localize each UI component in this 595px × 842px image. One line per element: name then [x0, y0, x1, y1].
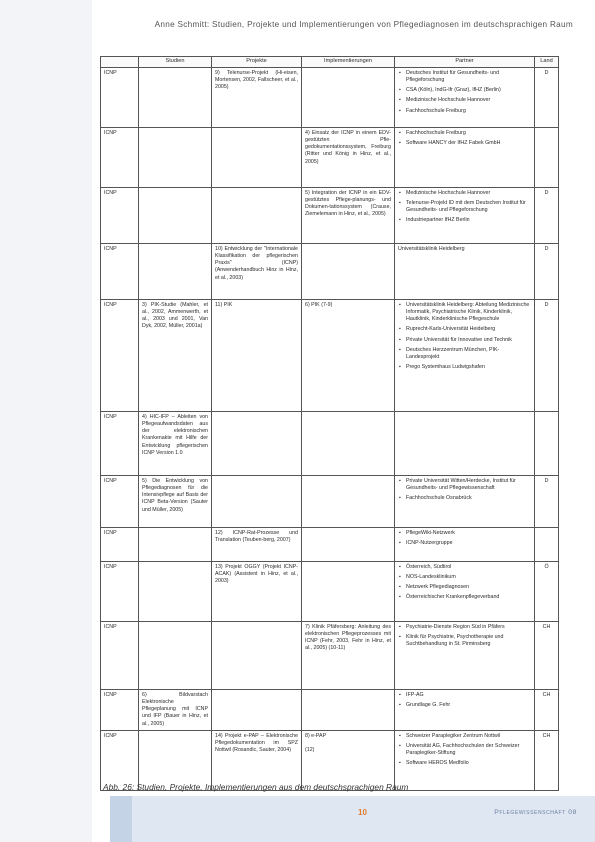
projekte-cell — [212, 188, 302, 244]
partner-item: ▪ Private Universität Witten/Herdecke, Institut für Gesundheits- und Pflegewissenschaft — [406, 478, 531, 492]
partner-item: ▪ Software HEROS Medfolio — [406, 760, 531, 767]
column-header-studien: Studien — [139, 57, 212, 68]
partner-item: ▪ Schweizer Paraplegiker Zentrum Nottwil — [406, 733, 531, 740]
implementierungen-cell: 7) Klinik Pfäfersberg: Anleitung des elektronischen Pflegeprozesses mit ICNP (Fehr, 2003, Fehr in Hinz, et al., 2005) (10-11) — [302, 622, 395, 690]
projekte-cell — [212, 128, 302, 188]
partner-list — [398, 302, 531, 371]
row-category-cell: ICNP — [101, 562, 139, 622]
column-header-land: Land — [535, 57, 559, 68]
partner-item: ▪ CSA (Köln), IndG-lfr (Graz), IfHZ (Berlin) — [406, 87, 531, 94]
partner-item: ▪ Medizinische Hochschule Hannover — [406, 97, 531, 104]
table-row — [101, 528, 559, 562]
partner-list — [398, 624, 531, 648]
partner-item: ▪ Universitätsklinik Heidelberg: Abteilung Medizinische Informatik, Psychiatrische Klinik, Kinderklinik, Hautklinik, Kinderklinische Pflegeschule — [406, 302, 531, 323]
implementierungen-cell: 5) Integration der ICNP in ein EDV-gestütztes Pflege-planungs- und Dokumen-tationssystem (Crause, Ziemelemann in Hinz, et al., 2005) — [302, 188, 395, 244]
partner-cell — [395, 476, 535, 528]
table-body — [101, 68, 559, 791]
partner-item: ▪ Software HANCY der IfHZ Fabek GmbH — [406, 140, 531, 147]
land-cell — [535, 128, 559, 188]
table-row — [101, 476, 559, 528]
implementierungen-cell — [302, 476, 395, 528]
partner-cell — [395, 622, 535, 690]
implementierungen-cell — [302, 412, 395, 476]
row-category-cell: ICNP — [101, 188, 139, 244]
row-category-cell: ICNP — [101, 68, 139, 128]
implementierungen-cell: 8) e-PAP (12) — [302, 730, 395, 790]
table-header-row — [101, 57, 559, 68]
partner-item: ▪ Fachhochschule Freiburg — [406, 130, 531, 137]
partner-item: ▪ PflegeWiki-Netzwerk — [406, 530, 531, 537]
partner-list — [398, 692, 531, 709]
partner-item: ▪ Deutsches Herzzentrum München, PIK-Landesprojekt — [406, 347, 531, 361]
studien-cell — [139, 528, 212, 562]
table-row — [101, 622, 559, 690]
projekte-cell: 11) PIK — [212, 300, 302, 412]
row-category-cell: ICNP — [101, 528, 139, 562]
implementierungen-cell — [302, 528, 395, 562]
page-number: 10 — [358, 808, 367, 817]
studien-cell: 3) PIK-Studie (Mahler, et al., 2002, Ammenwerth, et al., 2003 und 2001, Van Dyk, 2002, Müller, 2001a) — [139, 300, 212, 412]
row-category-cell: ICNP — [101, 300, 139, 412]
table-row — [101, 562, 559, 622]
partner-item: ▪ Klinik für Psychiatrie, Psychotherapie und Suchtbehandlung in St. Pirminsberg — [406, 634, 531, 648]
land-cell: D — [535, 300, 559, 412]
table-row — [101, 244, 559, 300]
column-header-partner: Partner — [395, 57, 535, 68]
partner-item: ▪ Private Universität für Innovative und Technik — [406, 337, 531, 344]
partner-cell — [395, 528, 535, 562]
projekte-cell: 13) Projekt OGGY (Projekt ICNP-ACAK) (Assistent in Hinz, et al., 2003) — [212, 562, 302, 622]
left-margin-band — [0, 0, 92, 842]
partner-list — [398, 530, 531, 547]
land-cell: D — [535, 476, 559, 528]
partner-list — [398, 130, 531, 147]
partner-item: ▪ Ruprecht-Karls-Universität Heidelberg — [406, 326, 531, 333]
partner-cell — [395, 300, 535, 412]
studien-cell: 6) Bildvarstach Elektronische Pflegeplanung mit ICNP und IFP (Bauer in Hinz, et al., 2005) — [139, 690, 212, 731]
partner-cell — [395, 690, 535, 731]
partner-item: Universitätsklinik Heidelberg — [398, 246, 465, 252]
partner-item: ▪ Fachhochschule Osnabrück — [406, 495, 531, 502]
partner-item: ▪ Deutsches Institut für Gesundheits- und Pflegeforschung — [406, 70, 531, 84]
studien-cell: 4) HIC-IFP – Ableiten von Pflegeaufwandsdaten aus der elektronischen Krankenakte mit Hilfe der Entwicklung pflegerischen ICNP Version 1.0 — [139, 412, 212, 476]
partner-item: ▪ NOS-Landesklinikum — [406, 574, 531, 581]
partner-cell — [395, 244, 535, 300]
partner-item: ▪ Netzwerk Pflegediagnosen — [406, 584, 531, 591]
partner-cell — [395, 68, 535, 128]
partner-cell — [395, 128, 535, 188]
land-cell: D — [535, 244, 559, 300]
running-head: Anne Schmitt: Studien, Projekte und Implementierungen von Pflegediagnosen im deutschsprachigen Raum — [154, 20, 573, 29]
row-category-cell: ICNP — [101, 730, 139, 790]
row-category-cell: ICNP — [101, 128, 139, 188]
partner-cell — [395, 188, 535, 244]
partner-item: ▪ Psychiatrie-Dienste Region Süd in Pfäfers — [406, 624, 531, 631]
land-cell: CH — [535, 730, 559, 790]
partner-item: ▪ ICNP-Nutzergruppe — [406, 540, 531, 547]
partner-item: ▪ Fachhochschule Freiburg — [406, 108, 531, 115]
footer-accent-block — [110, 796, 132, 842]
table-row — [101, 300, 559, 412]
partner-list — [398, 478, 531, 502]
projekte-cell: 12) ICNP-Rat-Prozesse und Translation (Teuben-berg, 2007) — [212, 528, 302, 562]
row-category-cell: ICNP — [101, 476, 139, 528]
land-cell: D — [535, 68, 559, 128]
table-row — [101, 188, 559, 244]
overview-table-container — [100, 56, 558, 791]
studien-cell: 5) Die Entwicklung von Pflegediagnosen für die Intensivpflege auf Basis der ICNP Beta-Version (Sauter und Müller, 2005) — [139, 476, 212, 528]
land-cell: Ö — [535, 562, 559, 622]
studien-cell — [139, 68, 212, 128]
column-header-implementierungen: Implementierungen — [302, 57, 395, 68]
figure-caption: Abb. 26: Studien, Projekte, Implementierungen aus dem deutschsprachigen Raum — [103, 782, 409, 792]
studien-cell — [139, 622, 212, 690]
studien-cell — [139, 128, 212, 188]
implementierungen-cell — [302, 562, 395, 622]
studien-cell — [139, 244, 212, 300]
footer-band — [132, 796, 595, 842]
land-cell — [535, 528, 559, 562]
projekte-cell: 9) Telenurse-Projekt (Hi-eisen, Mortensen, 2002, Fallscheer, et al., 2005) — [212, 68, 302, 128]
partner-cell — [395, 562, 535, 622]
partner-item: ▪ Industriepartner IfHZ Berlin — [406, 217, 531, 224]
implementierungen-cell: 4) Einsatz der ICNP in einem EDV-gestützten Pfle-gedokumentationssystem, Freiburg (Ritter und König in Hinz, et al., 2005) — [302, 128, 395, 188]
partner-cell — [395, 730, 535, 790]
row-category-cell: ICNP — [101, 244, 139, 300]
partner-item: ▪ IFP-AG — [406, 692, 531, 699]
partner-cell — [395, 412, 535, 476]
partner-item: ▪ Universität AG, Fachhochschulen der Schweizer Paraplegiker-Stiftung — [406, 743, 531, 757]
projekte-cell — [212, 622, 302, 690]
partner-item: ▪ Österreich, Südtirol — [406, 564, 531, 571]
partner-item: ▪ Grundlage G. Fehr — [406, 702, 531, 709]
partner-item: ▪ Prego Systemhaus Ludwigshafen — [406, 364, 531, 371]
studien-cell — [139, 562, 212, 622]
land-cell: CH — [535, 690, 559, 731]
projekte-cell: 10) Entwicklung der "Internationale Klassifikation der pflegerischen Praxis" (ICNP) (Anwenderhandbuch Hinz in Hinz, et al., 2003) — [212, 244, 302, 300]
implementierungen-cell: 6) PIK (7-9) — [302, 300, 395, 412]
implementierungen-cell — [302, 244, 395, 300]
table-row — [101, 690, 559, 731]
row-category-cell: ICNP — [101, 690, 139, 731]
table-row — [101, 68, 559, 128]
column-header-category — [101, 57, 139, 68]
partner-item: ▪ Medizinische Hochschule Hannover — [406, 190, 531, 197]
projekte-cell: 14) Projekt e-PAP – Elektronische Pflegedokumentation im SPZ Nottwil (Rosandic, Sauter, 2004) — [212, 730, 302, 790]
row-category-cell: ICNP — [101, 622, 139, 690]
partner-item: ▪ Österreichischer Krankenpflegeverband — [406, 594, 531, 601]
partner-list — [398, 70, 531, 115]
implementierungen-cell — [302, 68, 395, 128]
land-cell: CH — [535, 622, 559, 690]
table-row — [101, 412, 559, 476]
partner-list — [398, 190, 531, 225]
studien-cell — [139, 188, 212, 244]
partner-list — [398, 564, 531, 602]
table-row — [101, 128, 559, 188]
land-cell: D — [535, 188, 559, 244]
footer-brand: Pflegewissenschaft 08 — [494, 809, 577, 816]
partner-item: ▪ Telenurse-Projekt ID mit dem Deutschen Institut für Gesundheits- und Pflegeforschung — [406, 200, 531, 214]
land-cell — [535, 412, 559, 476]
column-header-projekte: Projekte — [212, 57, 302, 68]
projekte-cell — [212, 476, 302, 528]
projekte-cell — [212, 412, 302, 476]
overview-table — [100, 56, 559, 791]
projekte-cell — [212, 690, 302, 731]
row-category-cell: ICNP — [101, 412, 139, 476]
implementierungen-cell — [302, 690, 395, 731]
partner-list — [398, 733, 531, 768]
